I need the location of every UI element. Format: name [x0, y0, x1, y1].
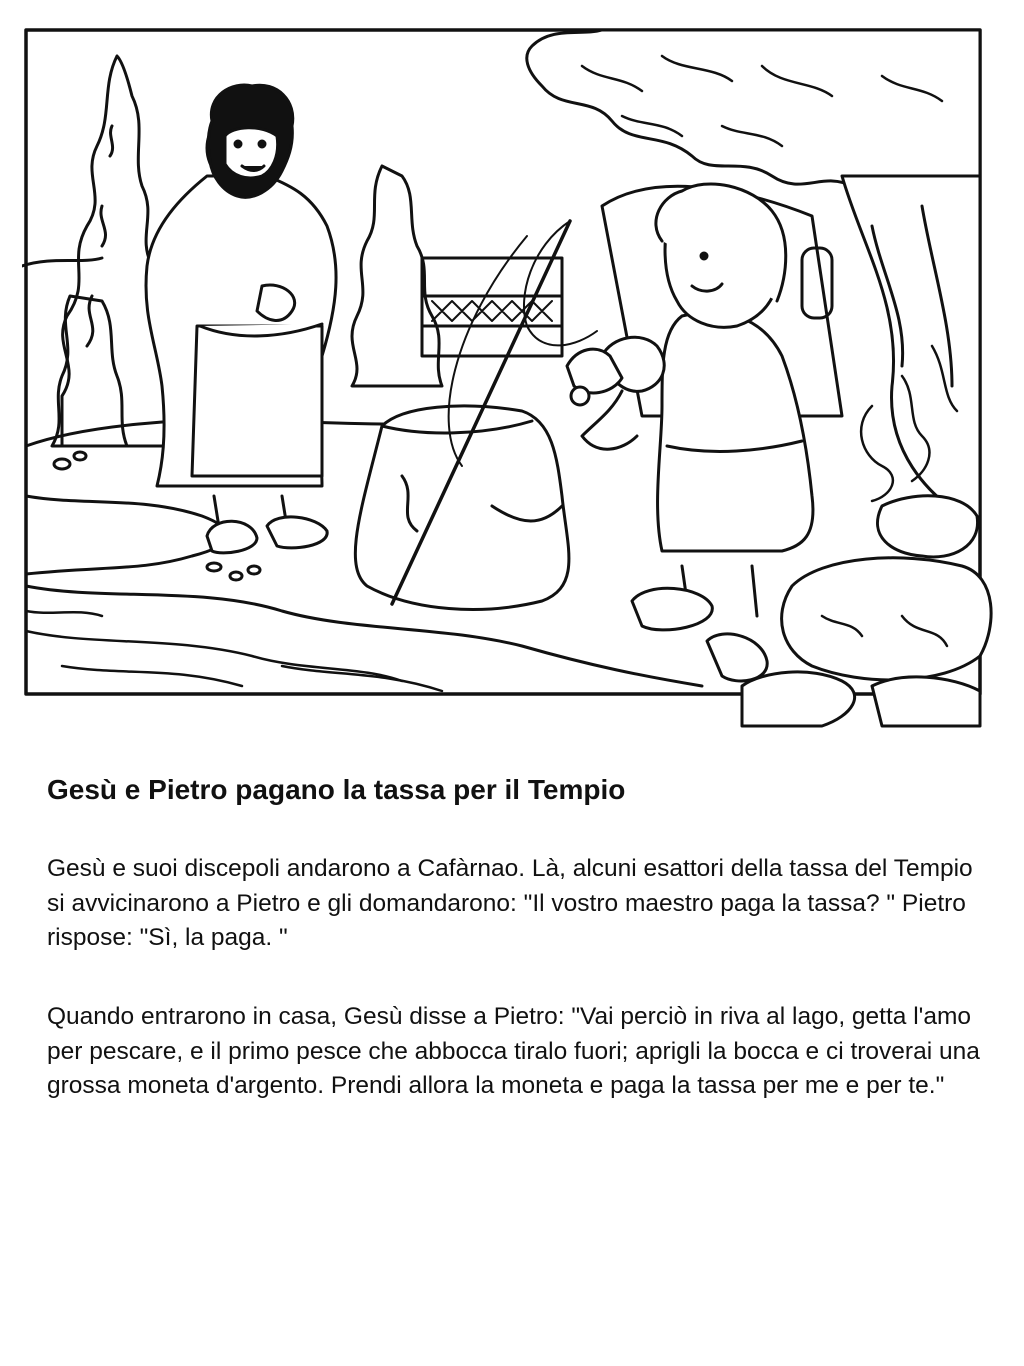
story-paragraph-2: Quando entrarono in casa, Gesù disse a Pietro: "Vai perciò in riva al lago, getta l'amo per pescare, e il primo pesce che abbocca tiralo fuori; aprigli la bocca e ci troverai una grossa moneta d'argento. Prendi allora la moneta e paga la tassa per me e per te."	[47, 1003, 980, 1099]
coloring-illustration	[22, 26, 1004, 732]
rocks-center	[355, 406, 569, 609]
page-title: Gesù e Pietro pagano la tassa per il Tempio	[47, 774, 626, 805]
story-paragraph-1: Gesù e suoi discepoli andarono a Cafàrnao. Là, alcuni esattori della tassa del Tempio si avvicinarono a Pietro e gli domandarono: "Il vostro maestro paga la tassa? " Pietro rispose: "Sì, la paga. "	[47, 855, 973, 951]
